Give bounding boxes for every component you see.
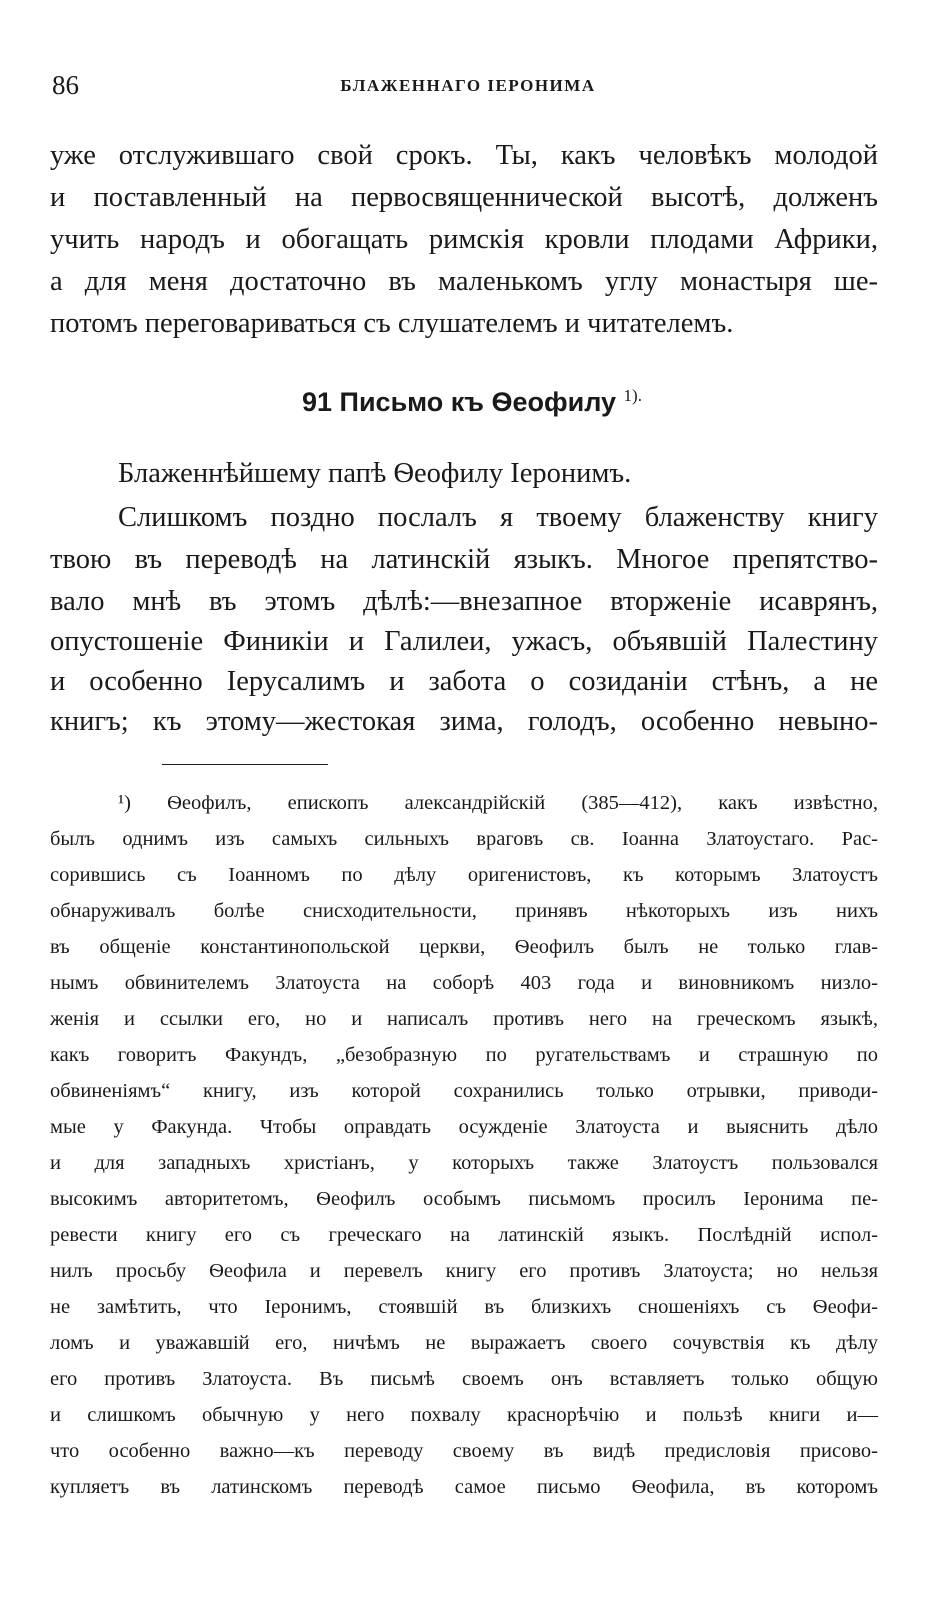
footnote-line: сорившись съ Іоанномъ по дѣлу оригенистовъ, къ которымъ Златоустъ <box>50 864 878 886</box>
footnote-line: не замѣтить, что Іеронимъ, стоявшій въ близкихъ сношеніяхъ съ Ѳеофи- <box>50 1296 878 1318</box>
page-number: 86 <box>52 70 79 100</box>
footnote-line: мые у Факунда. Чтобы оправдать осужденіе Златоуста и выяснить дѣло <box>50 1116 878 1138</box>
text-line: уже отслужившаго свой срокъ. Ты, какъ человѣкъ молодой <box>50 140 878 171</box>
text-line: учить народъ и обогащать римскія кровли плодами Африки, <box>50 224 878 255</box>
text-line: твою въ переводѣ на латинскій языкъ. Многое препятство- <box>50 544 878 575</box>
footnote-line: нымъ обвинителемъ Златоуста на соборѣ 403 года и виновникомъ низло- <box>50 972 878 994</box>
footnote-line: ¹) Ѳеофилъ, епископъ александрійскій (385—412), какъ извѣстно, <box>118 792 878 814</box>
letter-heading <box>0 386 944 418</box>
letter-salutation: Блаженнѣйшему папѣ Ѳеофилу Іеронимъ. <box>118 458 632 489</box>
text-line: Слишкомъ поздно послалъ я твоему блаженству книгу <box>118 502 878 533</box>
letter-heading-text: 91 Письмо къ Ѳеофилу <box>302 387 617 417</box>
footnote-line: какъ говоритъ Факундъ, „безобразную по ругательствамъ и страшную по <box>50 1044 878 1066</box>
text-line: и поставленный на первосвященнической высотѣ, долженъ <box>50 182 878 213</box>
footnote-line: нилъ просьбу Ѳеофила и перевелъ книгу его противъ Златоуста; но нельзя <box>50 1260 878 1282</box>
text-line: опустошеніе Финикіи и Галилеи, ужасъ, объявшій Палестину <box>50 626 878 657</box>
footnote-line: и для западныхъ христіанъ, у которыхъ также Златоустъ пользовался <box>50 1152 878 1174</box>
text-line: потомъ переговариваться съ слушателемъ и читателемъ. <box>50 308 734 339</box>
text-line: а для меня достаточно въ маленькомъ углу монастыря ше- <box>50 266 878 297</box>
footnote-separator <box>162 764 328 765</box>
footnote-line: что особенно важно—къ переводу своему въ видѣ предисловія присово- <box>50 1440 878 1462</box>
footnote-line: и слишкомъ обычную у него похвалу краснорѣчію и пользѣ книги и— <box>50 1404 878 1426</box>
text-line: и особенно Іерусалимъ и забота о созиданіи стѣнъ, а не <box>50 666 878 697</box>
footnote-line: женія и ссылки его, но и написалъ противъ него на греческомъ языкѣ, <box>50 1008 878 1030</box>
running-title: БЛАЖЕННАГО ІЕРОНИМА <box>340 76 596 95</box>
page-header <box>52 70 884 110</box>
footnote-line: его противъ Златоуста. Въ письмѣ своемъ онъ вставляетъ только общую <box>50 1368 878 1390</box>
footnote-marker: 1). <box>623 386 642 405</box>
text-line: вало мнѣ въ этомъ дѣлѣ:—внезапное вторженіе исаврянъ, <box>50 586 878 617</box>
footnote-line: въ общеніе константинопольской церкви, Ѳеофилъ былъ не только глав- <box>50 936 878 958</box>
footnote-line: обнаруживалъ болѣе снисходительности, принявъ нѣкоторыхъ изъ нихъ <box>50 900 878 922</box>
footnote-line: купляетъ въ латинскомъ переводѣ самое письмо Ѳеофила, въ которомъ <box>50 1476 878 1498</box>
footnote-line: ломъ и уважавшій его, ничѣмъ не выражаетъ своего сочувствія къ дѣлу <box>50 1332 878 1354</box>
footnote-line: обвиненіямъ“ книгу, изъ которой сохранились только отрывки, приводи- <box>50 1080 878 1102</box>
footnote-line: высокимъ авторитетомъ, Ѳеофилъ особымъ письмомъ просилъ Іеронима пе- <box>50 1188 878 1210</box>
text-line: книгъ; къ этому—жестокая зима, голодъ, особенно невыно- <box>50 706 878 737</box>
footnote-line: ревести книгу его съ греческаго на латинскій языкъ. Послѣдній испол- <box>50 1224 878 1246</box>
footnote-line: былъ однимъ изъ самыхъ сильныхъ враговъ св. Іоанна Златоустаго. Рас- <box>50 828 878 850</box>
